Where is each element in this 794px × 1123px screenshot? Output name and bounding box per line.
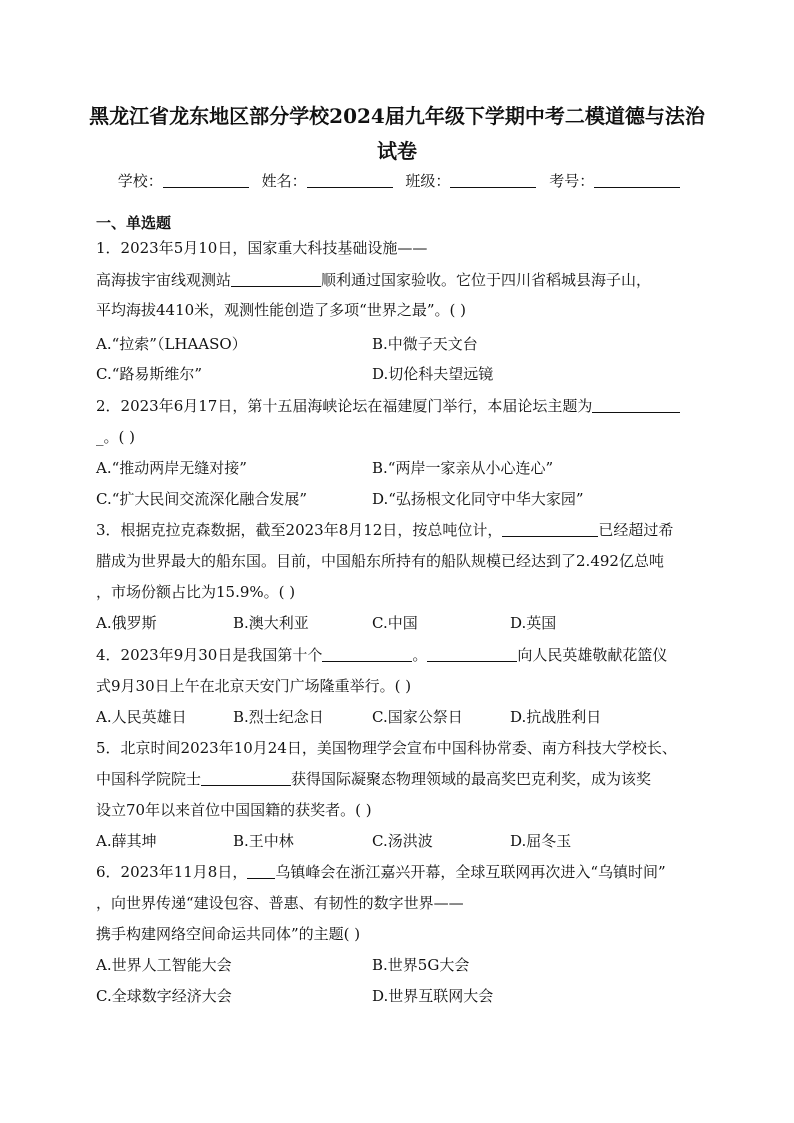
q5-option-b: B.王中林 <box>233 832 294 850</box>
class-label: 班级： <box>405 172 451 190</box>
q2-option-a: A.“推动两岸无缝对接” <box>96 459 247 477</box>
q2-line: _。( ) <box>96 428 135 446</box>
q3-option-c: C.中国 <box>372 614 418 632</box>
exam-title-line2: 试卷 <box>377 139 417 163</box>
name-blank <box>307 173 393 188</box>
q4-option-d: D.抗战胜利日 <box>510 708 602 726</box>
section-heading: 一、单选题 <box>96 214 172 232</box>
answer-blank <box>322 647 412 662</box>
answer-blank <box>592 398 680 413</box>
q5-line: 中国科学院院士 获得国际凝聚态物理领域的最高奖巴克利奖，成为该奖 <box>96 770 652 788</box>
q3-option-d: D.英国 <box>510 614 557 632</box>
q2-option-c: C.“扩大民间交流深化融合发展” <box>96 490 308 508</box>
q6-line: ，向世界传递“建设包容、普惠、有韧性的数字世界—— <box>96 894 464 912</box>
answer-blank <box>502 522 598 537</box>
q1-line: 平均海拔4410米，观测性能创造了多项“世界之最”。( ) <box>96 301 466 319</box>
answer-blank <box>231 272 321 287</box>
answer-blank <box>427 647 517 662</box>
answer-blank <box>201 771 291 786</box>
answer-blank <box>247 864 275 879</box>
exam-number-blank <box>594 173 680 188</box>
q5-option-d: D.屈冬玉 <box>510 832 572 850</box>
q5-option-a: A.薛其坤 <box>96 832 157 850</box>
q3-option-a: A.俄罗斯 <box>96 614 157 632</box>
student-info-row <box>0 170 794 192</box>
q3-line: 3．根据克拉克森数据，截至2023年8月12日，按总吨位计， 已经超过希 <box>96 521 674 539</box>
q4-option-c: C.国家公祭日 <box>372 708 463 726</box>
school-blank <box>163 173 249 188</box>
q3-option-b: B.澳大利亚 <box>233 614 309 632</box>
name-label: 姓名： <box>261 172 307 190</box>
q1-option-b: B.中微子天文台 <box>372 335 478 353</box>
q1-option-a: A.“拉索”（LHAASO） <box>96 335 247 353</box>
q5-option-c: C.汤洪波 <box>372 832 433 850</box>
q1-line: 高海拔宇宙线观测站 顺利通过国家验收。它位于四川省稻城县海子山， <box>96 271 652 289</box>
q5-line: 5．北京时间2023年10月24日，美国物理学会宣布中国科协常委、南方科技大学校长、 <box>96 739 677 757</box>
q3-line: 腊成为世界最大的船东国。目前，中国船东所持有的船队规模已经达到了2.492亿总吨 <box>96 552 664 570</box>
exam-title-line1: 黑龙江省龙东地区部分学校2024届九年级下学期中考二模道德与法治 <box>89 104 705 128</box>
q1-option-d: D.切伦科夫望远镜 <box>372 365 494 383</box>
q6-option-c: C.全球数字经济大会 <box>96 987 232 1005</box>
exam-number-label: 考号： <box>549 172 595 190</box>
q4-option-b: B.烈士纪念日 <box>233 708 324 726</box>
q5-line: 设立70年以来首位中国国籍的获奖者。( ) <box>96 801 372 819</box>
q2-option-d: D.“弘扬根文化同守中华大家园” <box>372 490 584 508</box>
q4-line: 式9月30日上午在北京天安门广场隆重举行。( ) <box>96 677 412 695</box>
q6-option-a: A.世界人工智能大会 <box>96 956 232 974</box>
q1-option-c: C.“路易斯维尔” <box>96 365 203 383</box>
class-blank <box>450 173 536 188</box>
q2-option-b: B.“两岸一家亲从小心连心” <box>372 459 554 477</box>
q2-line: 2．2023年6月17日，第十五届海峡论坛在福建厦门举行，本届论坛主题为 <box>96 396 680 416</box>
school-label: 学校： <box>117 172 163 190</box>
q6-option-d: D.世界互联网大会 <box>372 987 494 1005</box>
q6-line: 6．2023年11月8日， 乌镇峰会在浙江嘉兴开幕，全球互联网再次进入“乌镇时间” <box>96 863 666 881</box>
q3-line: ，市场份额占比为15.9%。( ) <box>96 583 296 601</box>
q4-line: 4．2023年9月30日是我国第十个 。 向人民英雄敬献花篮仪 <box>96 646 668 664</box>
q4-option-a: A.人民英雄日 <box>96 708 187 726</box>
q1-line: 1．2023年5月10日，国家重大科技基础设施—— <box>96 239 428 257</box>
q6-option-b: B.世界5G大会 <box>372 956 470 974</box>
q6-line: 携手构建网络空间命运共同体”的主题( ) <box>96 925 361 943</box>
